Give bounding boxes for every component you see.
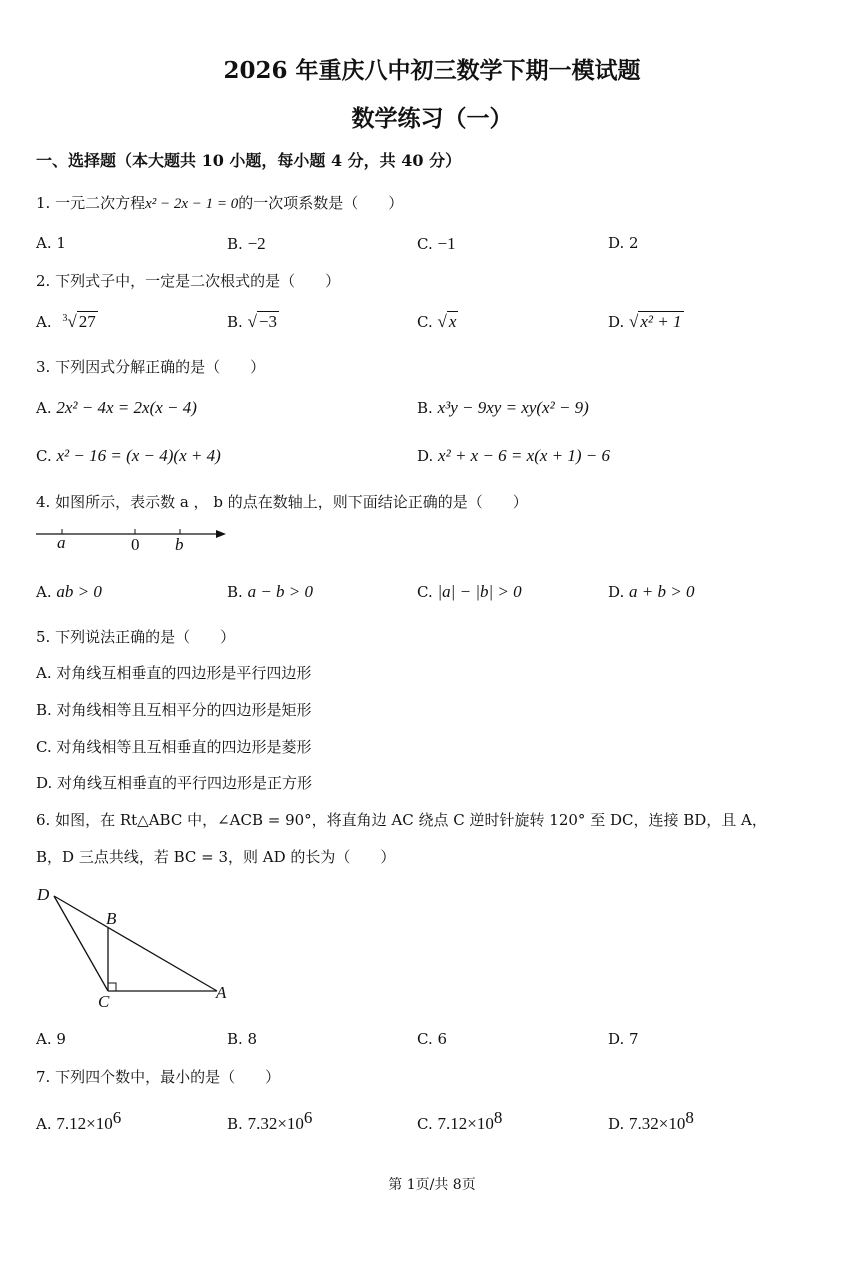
axis-label-b: b — [175, 535, 184, 554]
q5-option-a[interactable]: A. 对角线互相垂直的四边形是平行四边形 — [36, 664, 312, 682]
q3-option-d-label: D. — [417, 447, 434, 465]
q7-option-d-label: D. — [608, 1115, 625, 1133]
question-1 — [36, 192, 403, 213]
q3-option-a-label: A. — [36, 399, 52, 417]
q3-option-d[interactable] — [417, 446, 610, 466]
q4-option-d-expr: a + b > 0 — [629, 582, 695, 601]
q7-option-a-label: A. — [36, 1115, 52, 1133]
q3-option-c[interactable] — [36, 446, 221, 466]
q3-option-b-expr: x³y − 9xy = xy(x² − 9) — [437, 398, 589, 417]
q4-option-b-expr: a − b > 0 — [247, 582, 314, 601]
q7-option-a-exponent: 6 — [112, 1108, 122, 1127]
page-subtitle: 数学练习（一） — [351, 105, 513, 132]
q2-option-a-radicand: 27 — [78, 312, 96, 331]
point-label-d: D — [37, 885, 50, 904]
right-angle-marker-icon — [108, 983, 116, 991]
q1-pre: 1. 一元二次方程 — [36, 194, 146, 212]
q7-option-c[interactable] — [417, 1108, 502, 1134]
point-label-a: A — [216, 983, 227, 1002]
q1-option-b[interactable] — [227, 234, 266, 254]
q1-option-d[interactable]: D. 2 — [608, 234, 639, 252]
question-5: 5. 下列说法正确的是（ ） — [36, 628, 236, 646]
q4-option-c-expr: |a| − |b| > 0 — [437, 582, 522, 601]
q1-option-b-label: B. — [227, 235, 243, 253]
question-6-line-1: 6. 如图，在 Rt△ABC 中，∠ACB = 90°，将直角边 AC 绕点 C 逆时针旋转 120° 至 DC，连接 BD，且 A， — [36, 811, 767, 829]
q7-option-c-label: C. — [417, 1115, 433, 1133]
q2-option-c-label: C. — [417, 313, 433, 331]
number-line-figure — [30, 520, 240, 556]
q3-option-c-label: C. — [36, 447, 52, 465]
q6-option-b[interactable]: B. 8 — [227, 1030, 258, 1048]
q4-option-b[interactable] — [227, 582, 313, 602]
q4-option-d-label: D. — [608, 583, 625, 601]
point-label-c: C — [98, 992, 110, 1010]
q7-option-b-exponent: 6 — [303, 1108, 313, 1127]
q2-option-d-radicand: x² + 1 — [640, 312, 682, 331]
q7-option-b-label: B. — [227, 1115, 243, 1133]
q3-option-c-expr: x² − 16 = (x − 4)(x + 4) — [56, 446, 221, 465]
q3-option-d-expr: x² + x − 6 = x(x + 1) − 6 — [438, 446, 611, 465]
q1-option-c-label: C. — [417, 235, 433, 253]
q3-option-b[interactable] — [417, 398, 589, 418]
question-7: 7. 下列四个数中，最小的是（ ） — [36, 1068, 281, 1086]
q4-option-c-label: C. — [417, 583, 433, 601]
q7-option-d-mantissa: 7.32 — [629, 1114, 659, 1133]
q7-option-c-exponent: 8 — [493, 1108, 503, 1127]
q7-option-b-mantissa: 7.32 — [247, 1114, 278, 1133]
radical-sign-icon: √ — [67, 312, 77, 331]
q2-option-b-label: B. — [227, 313, 243, 331]
page-title: 2026 年重庆八中初三数学下期一模试题 — [223, 57, 641, 84]
axis-label-0: 0 — [131, 535, 140, 554]
question-3: 3. 下列因式分解正确的是（ ） — [36, 358, 266, 376]
q4-option-a[interactable] — [36, 582, 102, 602]
q7-option-d[interactable] — [608, 1108, 694, 1134]
section-heading: 一、选择题（本大题共 10 小题，每小题 4 分，共 40 分） — [36, 151, 462, 170]
q2-option-b[interactable] — [227, 312, 279, 332]
radical-sign-icon: √ — [247, 312, 257, 331]
q7-option-d-exponent: 8 — [685, 1108, 694, 1127]
q2-option-c[interactable] — [417, 312, 458, 332]
q6-option-d[interactable]: D. 7 — [608, 1030, 639, 1048]
q2-option-d[interactable] — [608, 312, 684, 332]
point-label-b: B — [106, 909, 117, 928]
q6-option-a[interactable]: A. 9 — [36, 1030, 66, 1048]
question-6-line-2: B，D 三点共线，若 BC = 3，则 AD 的长为（ ） — [36, 848, 396, 866]
segment-dc — [54, 896, 108, 991]
q7-option-d-times-ten: ×10 — [658, 1114, 686, 1133]
q4-option-a-label: A. — [36, 583, 52, 601]
q2-option-a-index: 3 — [62, 313, 68, 324]
q7-option-a-mantissa: 7.12 — [56, 1114, 87, 1133]
q3-option-b-label: B. — [417, 399, 433, 417]
q7-option-a[interactable] — [36, 1108, 121, 1134]
question-4: 4. 如图所示，表示数 a ， b 的点在数轴上，则下面结论正确的是（ ） — [36, 493, 528, 511]
axis-label-a: a — [57, 533, 66, 552]
segment-da — [54, 896, 217, 991]
q5-option-d[interactable]: D. 对角线互相垂直的平行四边形是正方形 — [36, 774, 313, 792]
q2-option-a[interactable] — [36, 312, 98, 332]
q4-option-d[interactable] — [608, 582, 695, 602]
q3-option-a[interactable] — [36, 398, 197, 418]
q1-option-c[interactable] — [417, 234, 456, 254]
q6-option-c[interactable]: C. 6 — [417, 1030, 448, 1048]
q2-option-b-radicand: −3 — [258, 312, 278, 331]
q1-equation: x² − 2x − 1 = 0 — [145, 196, 239, 212]
q7-option-c-mantissa: 7.12 — [437, 1114, 468, 1133]
page-number: 第 1页/共 8页 — [388, 1177, 476, 1193]
question-2: 2. 下列式子中，一定是二次根式的是（ ） — [36, 272, 341, 290]
triangle-figure — [30, 880, 250, 1010]
q5-option-c[interactable]: C. 对角线相等且互相垂直的四边形是菱形 — [36, 738, 312, 756]
q1-option-b-value: −2 — [247, 234, 266, 253]
q3-option-a-expr: 2x² − 4x = 2x(x − 4) — [56, 398, 197, 417]
q1-post: 的一次项系数是（ ） — [238, 194, 404, 212]
q4-option-c[interactable] — [417, 582, 522, 602]
q1-option-a[interactable]: A. 1 — [36, 234, 66, 252]
q4-option-a-expr: ab > 0 — [56, 582, 102, 601]
q7-option-a-times-ten: ×10 — [86, 1114, 113, 1133]
q7-option-c-times-ten: ×10 — [467, 1114, 494, 1133]
q1-option-c-value: −1 — [437, 234, 456, 253]
q2-option-d-label: D. — [608, 313, 625, 331]
q2-option-c-radicand: x — [448, 312, 457, 331]
q2-option-a-label: A. — [36, 313, 52, 331]
q4-option-b-label: B. — [227, 583, 243, 601]
arrow-right-icon — [216, 530, 226, 538]
radical-sign-icon: √ — [629, 312, 639, 331]
q5-option-b[interactable]: B. 对角线相等且互相平分的四边形是矩形 — [36, 701, 312, 719]
radical-sign-icon: √ — [437, 312, 447, 331]
q7-option-b-times-ten: ×10 — [277, 1114, 304, 1133]
q7-option-b[interactable] — [227, 1108, 312, 1134]
